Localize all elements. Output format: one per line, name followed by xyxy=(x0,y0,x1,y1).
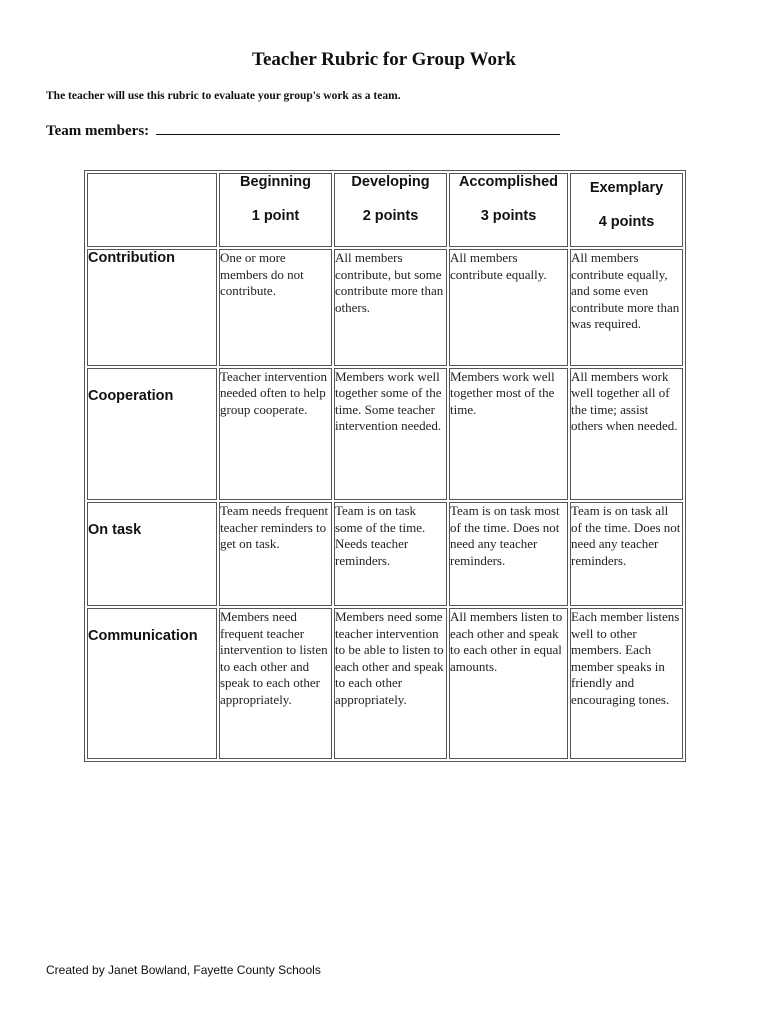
level-name: Exemplary xyxy=(589,180,664,196)
rubric-cell: All members contribute, but some contribute more than others. xyxy=(334,249,447,365)
rubric-cell: All members contribute equally, and some even contribute more than was required. xyxy=(570,249,683,365)
rubric-cell: Each member listens well to other members. Each member speaks in friendly and encouraging tones. xyxy=(570,608,683,759)
team-members-label: Team members: xyxy=(46,123,150,139)
header-corner-cell xyxy=(87,173,217,247)
rubric-cell: All members contribute equally. xyxy=(449,249,568,365)
rubric-cell: Members need some teacher intervention to be able to listen to each other and speak to each other appropriately. xyxy=(334,608,447,759)
level-points: 4 points xyxy=(598,214,655,230)
rubric-cell: Team is on task most of the time. Does not need any teacher reminders. xyxy=(449,502,568,606)
rubric-cell: Members need frequent teacher intervention to listen to each other and speak to each other appropriately. xyxy=(219,608,332,759)
rubric-cell: Members work well together most of the time. xyxy=(449,368,568,500)
level-name: Developing xyxy=(351,174,430,190)
level-points: 2 points xyxy=(362,208,419,224)
criterion-row-on-task xyxy=(87,502,683,606)
rubric-cell: Members work well together some of the time. Some teacher intervention needed. xyxy=(334,368,447,500)
level-header-accomplished xyxy=(449,173,568,247)
criterion-row-cooperation xyxy=(87,368,683,500)
level-name: Accomplished xyxy=(458,174,559,190)
rubric-cell: Team needs frequent teacher reminders to get on task. xyxy=(219,502,332,606)
level-points: 1 point xyxy=(251,208,300,224)
criterion-row-communication xyxy=(87,608,683,759)
rubric-table xyxy=(84,170,686,762)
level-name: Beginning xyxy=(240,174,311,190)
criterion-label: Communication xyxy=(87,608,217,759)
level-header-exemplary xyxy=(570,173,683,247)
criterion-label: On task xyxy=(87,502,217,606)
rubric-table-wrapper xyxy=(84,170,686,762)
level-points: 3 points xyxy=(480,208,537,224)
intro-text: The teacher will use this rubric to evaluate your group's work as a team. xyxy=(46,90,401,102)
rubric-cell: Team is on task some of the time. Needs teacher reminders. xyxy=(334,502,447,606)
team-members-blank-line xyxy=(156,120,560,135)
criterion-label: Cooperation xyxy=(87,368,217,500)
level-header-developing xyxy=(334,173,447,247)
rubric-cell: Team is on task all of the time. Does not need any teacher reminders. xyxy=(570,502,683,606)
criterion-label: Contribution xyxy=(87,249,217,365)
rubric-cell: Teacher intervention needed often to help group cooperate. xyxy=(219,368,332,500)
rubric-cell: One or more members do not contribute. xyxy=(219,249,332,365)
rubric-cell: All members listen to each other and speak to each other in equal amounts. xyxy=(449,608,568,759)
footer-credit: Created by Janet Bowland, Fayette County Schools xyxy=(46,963,321,977)
document-title: Teacher Rubric for Group Work xyxy=(252,49,516,70)
level-header-beginning xyxy=(219,173,332,247)
header-row xyxy=(87,173,683,247)
rubric-cell: All members work well together all of the time; assist others when needed. xyxy=(570,368,683,500)
criterion-row-contribution xyxy=(87,249,683,365)
team-members-row xyxy=(46,120,560,140)
